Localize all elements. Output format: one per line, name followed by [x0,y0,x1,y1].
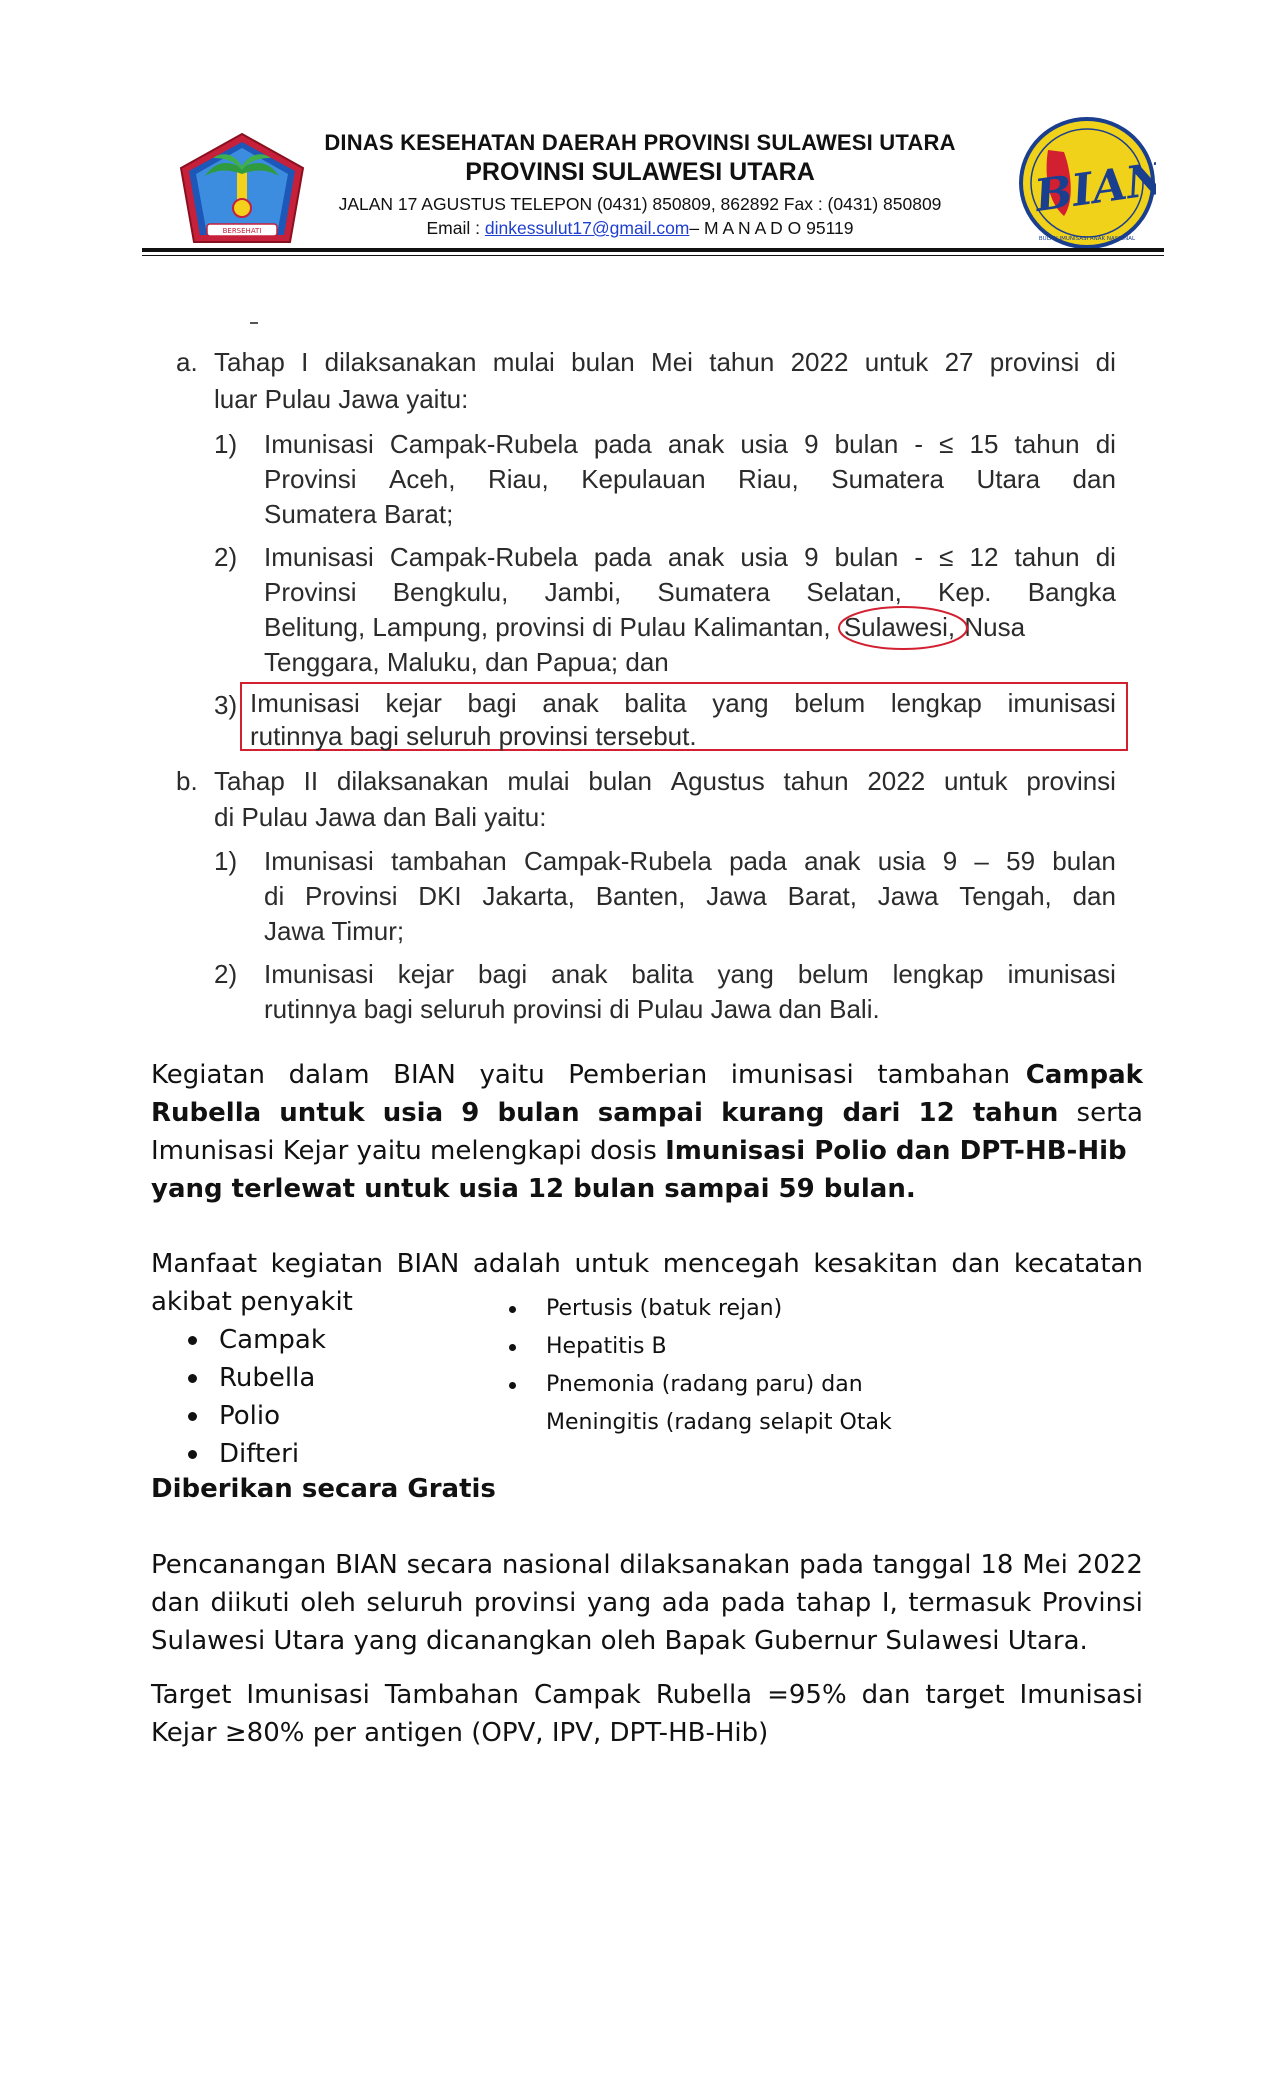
paragraph-1-line1 [151,1056,1143,1094]
word: 12 [969,542,999,572]
word: Riau, [487,464,549,494]
paragraph-4-line2: Kejar ≥80% per antigen (OPV, IPV, DPT-HB-Hib) [151,1718,769,1748]
word: 18 [980,1550,1014,1580]
disease-item-rubella [188,1359,326,1397]
disease-list-left [188,1321,326,1473]
item-a3-number: 3) [214,690,238,720]
word: sampai [597,1098,703,1128]
word: target [925,1680,1005,1710]
word: yang [586,1588,652,1618]
word: bulan [1052,846,1116,876]
disease-label: Rubella [219,1363,316,1393]
word: nasional [501,1550,611,1580]
word: - [914,542,924,572]
word: Kepulauan [581,464,706,494]
email-label: Email : [426,218,485,238]
word: Imunisasi [264,429,374,459]
word: tahun [1014,542,1080,572]
word: bulan [588,766,652,796]
word: ≤ [939,542,954,572]
word: 9 [461,1098,480,1128]
word: Provinsi [1041,1588,1143,1618]
word: kesakitan [813,1249,938,1279]
paragraph-1-bold-campak: Campak [1025,1060,1143,1090]
word: untuk [574,1249,650,1279]
word: Mei [1022,1550,1068,1580]
item-a2-line3-after: Nusa [964,612,1026,642]
item-a1-line2 [264,462,1116,497]
word: anak [667,542,725,572]
word: Rubella [655,1680,753,1710]
word: I, [881,1588,898,1618]
word: imunisasi [1007,688,1116,718]
word: Bengkulu, [392,577,509,607]
word: untuk [864,347,929,377]
word: Agustus [670,766,765,796]
word: tahun [1014,429,1080,459]
word: Jakarta, [482,881,575,911]
word: di [264,881,285,911]
paragraph-1-serta: serta [1076,1098,1143,1128]
item-b1-number: 1) [214,846,238,876]
red-circle-annotation [834,602,972,654]
word: tambahan [391,846,507,876]
paragraph-1-line3-bold: Imunisasi Polio dan DPT-HB-Hib [665,1136,1127,1166]
item-a1-line1 [264,427,1116,462]
bullet-icon [188,1450,197,1459]
word: ada [661,1588,711,1618]
word: pada [799,1550,864,1580]
word: belum [794,688,866,718]
word: 9 [942,846,958,876]
word: tahun [709,347,775,377]
word: bulan [834,429,899,459]
word: Provinsi [264,577,357,607]
word: =95% [767,1680,847,1710]
item-b1-line2 [264,879,1116,914]
paragraph-1-line3 [151,1132,1143,1170]
word: dan [951,1249,1001,1279]
letterhead-divider [142,248,1164,252]
word: usia [382,1098,444,1128]
item-a3-line2: rutinnya bagi seluruh provinsi tersebut. [250,721,697,751]
word: Mei [651,347,693,377]
word: kejar [385,688,442,718]
word: oleh [300,1588,356,1618]
paragraph-1-line2 [151,1094,1143,1132]
word: mulai [507,766,570,796]
word: di [1095,347,1116,377]
item-a1-number: 1) [214,429,238,459]
letterhead-divider-thin [142,255,1164,256]
word: 12 [918,1098,955,1128]
word: tahap [796,1588,872,1618]
bullet-icon [509,1382,516,1389]
word: Tahap [214,766,285,796]
item-b-line2: di Pulau Jawa dan Bali yaitu: [214,802,547,832]
free-heading-text: Diberikan secara Gratis [151,1474,496,1504]
word: usia [740,429,789,459]
item-a-line1 [214,345,1116,380]
bullet-icon [188,1336,197,1345]
bullet-icon [188,1374,197,1383]
word: Imunisasi [264,846,374,876]
word: Banten, [595,881,686,911]
word: Imunisasi [1019,1680,1143,1710]
item-b1-line3: Jawa Timur; [264,916,405,946]
word: mencegah [662,1249,800,1279]
paragraph-1-line4-bold: yang terlewat untuk usia 12 bulan sampai 59 bulan. [151,1174,916,1204]
paragraph-1-line3-plain: Imunisasi Kejar yaitu melengkapi dosis [151,1136,666,1166]
word: 9 [804,542,819,572]
word: Jambi, [544,577,622,607]
item-b-label: b. [176,766,198,796]
word: Campak-Rubela [389,542,578,572]
word: Imunisasi [264,959,374,989]
bullet-icon [188,1412,197,1421]
word: dilaksanakan [619,1550,791,1580]
word: II [303,766,319,796]
item-a-label: a. [176,347,198,377]
item-a-line2: luar Pulau Jawa yaitu: [214,384,469,414]
word: dalam [288,1060,370,1090]
word: dilaksanakan [336,766,489,796]
word: Imunisasi [246,1680,370,1710]
word: imunisasi [730,1060,854,1090]
item-b1-line1 [264,844,1116,879]
word: 59 [1006,846,1036,876]
word: pada [720,1588,786,1618]
word: - [914,429,924,459]
disease-label: Difteri [219,1439,300,1469]
word: anak [542,688,599,718]
disease-item-campak [188,1321,326,1359]
word: kecatatan [1013,1249,1143,1279]
paragraph-2-line1 [151,1245,1143,1283]
word: Riau, [738,464,799,494]
word: Provinsi [264,464,357,494]
word: pada [729,846,787,876]
word: Aceh, [388,464,456,494]
paragraph-1 [151,1056,1143,1208]
word: 2022 [790,347,849,377]
disease-item-polio [188,1397,326,1435]
item-a2-line3 [264,610,1025,645]
email-link[interactable]: dinkessulut17@gmail.com [484,218,690,238]
word: seluruh [366,1588,464,1618]
word: Barat, [787,881,857,911]
word: bagi [478,959,528,989]
word: dan [1072,881,1116,911]
disease-label: Campak [219,1325,326,1355]
word: Pemberian [568,1060,708,1090]
word: Manfaat [151,1249,258,1279]
word: Jawa [877,881,939,911]
paragraph-3 [151,1546,1143,1660]
word: Sumatera [831,464,944,494]
word: Imunisasi [264,542,374,572]
word: tahun [783,766,849,796]
word: di [1095,542,1116,572]
item-b-line1 [214,764,1116,799]
word: mulai [492,347,555,377]
word: Imunisasi [250,688,360,718]
bullet-icon [509,1306,516,1313]
word: Campak [533,1680,641,1710]
word: tambahan [877,1060,1011,1090]
word: DKI [418,881,462,911]
word: tahun [972,1098,1059,1128]
item-b2-line1 [264,957,1116,992]
word: – [974,846,989,876]
word: yaitu [479,1060,545,1090]
word: dan [861,1680,911,1710]
paragraph-3-line3: Sulawesi Utara yang dicanangkan oleh Bapak Gubernur Sulawesi Utara. [151,1626,1088,1656]
disease-item-difteri [188,1435,326,1473]
word: ≤ [939,429,954,459]
word: yang [712,688,769,718]
word: bulan [497,1098,580,1128]
paragraph-1-line4 [151,1170,1143,1208]
word: kejar [397,959,455,989]
city-postcode: – M A N A D O 95119 [689,218,854,238]
word: bulan [834,542,899,572]
word: 9 [804,429,819,459]
disease-label: Pertusis (batuk rejan) [546,1296,783,1321]
word: termasuk [908,1588,1032,1618]
word: Campak-Rubela [389,429,578,459]
word: untuk [279,1098,365,1128]
disease-item-meningitis: Meningitis (radang selapit Otak [546,1410,892,1435]
word: untuk [943,766,1008,796]
word: kurang [721,1098,825,1128]
word: Kegiatan [151,1060,266,1090]
item-a2-line1 [264,540,1116,575]
word: yang [717,959,774,989]
paragraph-3-line1 [151,1546,1143,1584]
word: pada [593,542,652,572]
word: Bangka [1027,577,1116,607]
word: dilaksanakan [324,347,477,377]
word: Jawa [706,881,767,911]
word: balita [631,959,694,989]
word: Kep. [938,577,992,607]
contact-line [300,218,980,239]
paragraph-2-line2: akibat penyakit [151,1287,353,1317]
province-name: PROVINSI SULAWESI UTARA [465,158,815,186]
word: 27 [944,347,974,377]
word: Provinsi [305,881,398,911]
word: di [1095,429,1116,459]
word: dan [151,1588,200,1618]
word: Tengah, [959,881,1052,911]
word: Sumatera [657,577,771,607]
provincial-emblem-logo [175,130,309,248]
word: tanggal [872,1550,972,1580]
word: bagi [467,688,517,718]
word: lengkap [892,959,984,989]
word: lengkap [890,688,982,718]
word: usia [877,846,926,876]
word: Pencanangan [151,1550,327,1580]
word: anak [804,846,861,876]
word: dan [1072,464,1116,494]
disease-item-pertusis [509,1290,892,1328]
disease-label: Hepatitis B [546,1334,667,1359]
circled-sulawesi [844,610,955,645]
word: 2022 [867,766,926,796]
disease-item-hepatitis-b [509,1328,892,1366]
word: Rubella [151,1098,262,1128]
emblem-ribbon-text: BERSEHATI [222,227,262,235]
word: Target [151,1680,232,1710]
word: Tambahan [384,1680,519,1710]
paragraph-3-line2 [151,1584,1143,1622]
word: I [301,347,309,377]
word: anak [667,429,725,459]
bian-logo-ring-text: BULAN IMUNISASI ANAK NASIONAL [1038,236,1136,242]
item-a1-line3: Sumatera Barat; [264,499,454,529]
paragraph-4-line1 [151,1676,1143,1714]
agency-address: JALAN 17 AGUSTUS TELEPON (0431) 850809, 862892 Fax : (0431) 850809 [338,194,942,214]
word: kegiatan [270,1249,384,1279]
word: secara [406,1550,494,1580]
word: provinsi [1026,766,1116,796]
bullet-icon [509,1344,516,1351]
word: belum [797,959,869,989]
disease-item-pnemonia [509,1366,892,1404]
disease-label: Polio [219,1401,281,1431]
word: Selatan, [806,577,902,607]
circled-sulawesi-text: Sulawesi, [843,612,956,642]
word: anak [551,959,608,989]
word: BIAN [335,1550,398,1580]
disease-list-right [509,1290,892,1442]
free-heading [151,1470,496,1508]
word: BIAN [396,1249,460,1279]
word: provinsi [473,1588,577,1618]
word: pada [593,429,652,459]
word: usia [740,542,789,572]
word: 15 [969,429,999,459]
word: 2022 [1076,1550,1143,1580]
word: bulan [571,347,635,377]
word: Tahap [214,347,285,377]
item-b2-line2: rutinnya bagi seluruh provinsi di Pulau Jawa dan Bali. [264,994,880,1024]
bian-logo [1018,116,1156,250]
disease-label: Pnemonia (radang paru) dan [546,1372,863,1397]
paragraph-4 [151,1676,1143,1752]
word: diikuti [210,1588,290,1618]
scan-artifact-mark [250,322,258,324]
item-a2-line4: Tenggara, Maluku, dan Papua; dan [264,647,669,677]
item-b2-number: 2) [214,959,238,989]
item-a3-line1 [250,686,1116,721]
word: Campak-Rubela [523,846,712,876]
word: balita [624,688,687,718]
word: dari [842,1098,901,1128]
word: provinsi [989,347,1080,377]
item-a2-line3-before: Belitung, Lampung, provinsi di Pulau Kalimantan, [264,612,831,642]
bian-logo-wordmark: BIAN [1031,153,1156,223]
item-a2-number: 2) [214,542,238,572]
agency-name: DINAS KESEHATAN DAERAH PROVINSI SULAWESI UTARA [324,130,956,155]
word: imunisasi [1007,959,1116,989]
word: Utara [976,464,1041,494]
item-a2-line2 [264,575,1116,610]
word: adalah [472,1249,561,1279]
word: BIAN [393,1060,456,1090]
